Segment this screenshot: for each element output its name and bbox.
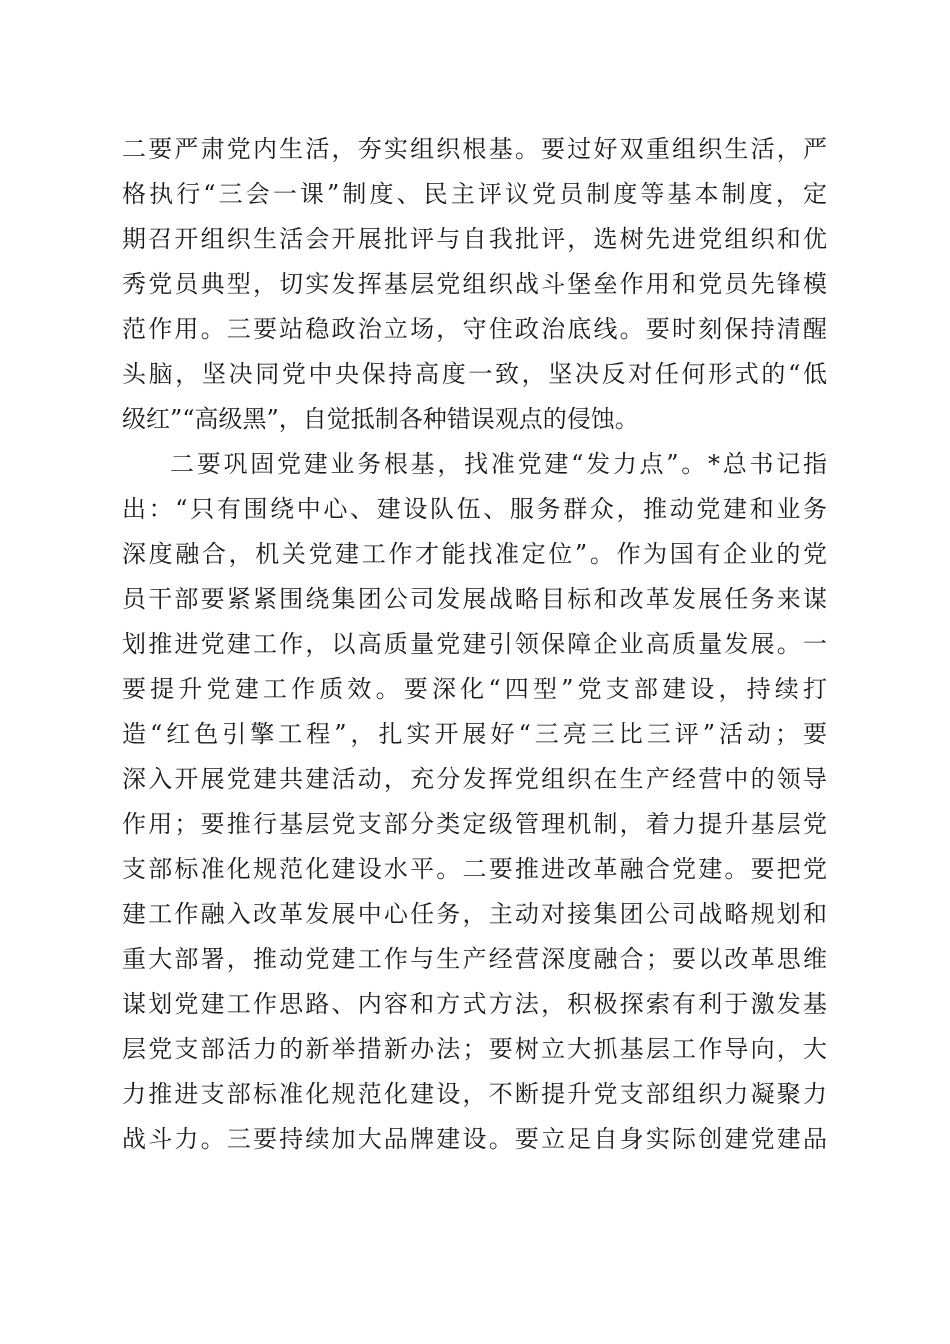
text-line: 层党支部活力的新举措新办法；要树立大抓基层工作导向，大 bbox=[122, 1035, 827, 1063]
text-line: 二要严肃党内生活，夯实组织根基。要过好双重组织生活，严 bbox=[122, 135, 827, 163]
text-line: 级红”“高级黑”，自觉抵制各种错误观点的侵蚀。 bbox=[122, 405, 639, 433]
text-line: 员干部要紧紧围绕集团公司发展战略目标和改革发展任务来谋 bbox=[122, 585, 827, 613]
text-line: 造“红色引擎工程”，扎实开展好“三亮三比三评”活动；要 bbox=[122, 720, 827, 748]
text-line: 格执行“三会一课”制度、民主评议党员制度等基本制度，定 bbox=[122, 180, 827, 208]
text-line: 作用；要推行基层党支部分类定级管理机制，着力提升基层党 bbox=[122, 810, 827, 838]
text-line: 范作用。三要站稳政治立场，守住政治底线。要时刻保持清醒 bbox=[122, 315, 827, 343]
text-line: 头脑，坚决同党中央保持高度一致，坚决反对任何形式的“低 bbox=[122, 360, 827, 388]
text-line: 划推进党建工作，以高质量党建引领保障企业高质量发展。一 bbox=[122, 630, 827, 658]
text-line: 建工作融入改革发展中心任务，主动对接集团公司战略规划和 bbox=[122, 900, 827, 928]
text-line: 力推进支部标准化规范化建设，不断提升党支部组织力凝聚力 bbox=[122, 1080, 827, 1108]
text-line: 期召开组织生活会开展批评与自我批评，选树先进党组织和优 bbox=[122, 225, 827, 253]
body-text bbox=[122, 127, 827, 1162]
text-line: 重大部署，推动党建工作与生产经营深度融合；要以改革思维 bbox=[122, 945, 827, 973]
paragraph-first-line: 二要巩固党建业务根基，找准党建“发力点”。*总书记指 bbox=[170, 450, 827, 478]
text-line: 支部标准化规范化建设水平。二要推进改革融合党建。要把党 bbox=[122, 855, 827, 883]
text-line: 出：“只有围绕中心、建设队伍、服务群众，推动党建和业务 bbox=[122, 495, 827, 523]
text-line: 深入开展党建共建活动，充分发挥党组织在生产经营中的领导 bbox=[122, 765, 827, 793]
text-line: 秀党员典型，切实发挥基层党组织战斗堡垒作用和党员先锋模 bbox=[122, 270, 827, 298]
text-line: 战斗力。三要持续加大品牌建设。要立足自身实际创建党建品 bbox=[122, 1125, 827, 1153]
text-line: 谋划党建工作思路、内容和方式方法，积极探索有利于激发基 bbox=[122, 990, 827, 1018]
text-line: 要提升党建工作质效。要深化“四型”党支部建设，持续打 bbox=[122, 675, 827, 703]
text-line: 深度融合，机关党建工作才能找准定位”。作为国有企业的党 bbox=[122, 540, 827, 568]
